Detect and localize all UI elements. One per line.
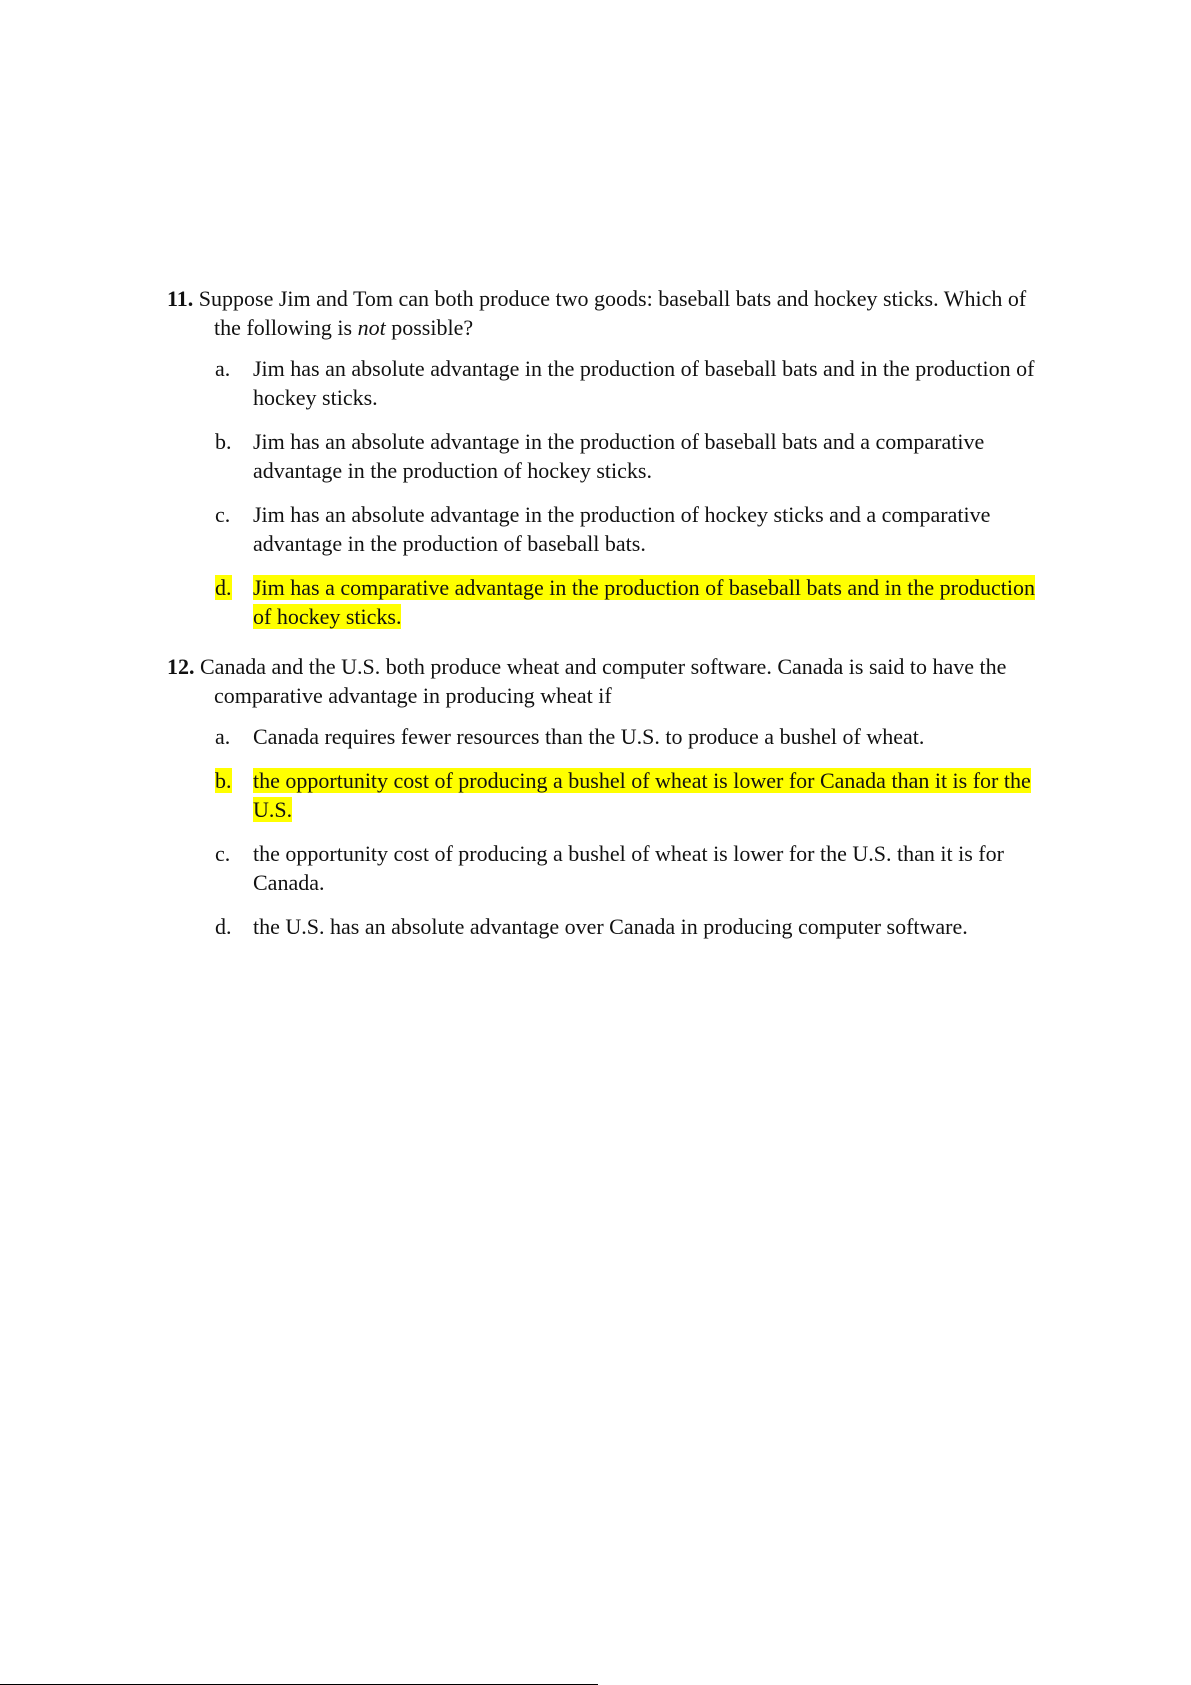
- option-text: Canada requires fewer resources than the U.S. to produce a bushel of wheat.: [253, 724, 925, 749]
- question-text-end: possible?: [391, 315, 474, 340]
- question-text: Canada and the U.S. both produce wheat and computer software. Canada is said to have the comparative advantage in producing wheat if: [200, 654, 1007, 708]
- option-letter: b.: [215, 429, 232, 454]
- answer-option-a: [167, 354, 1037, 412]
- option-letter: d.: [215, 914, 232, 939]
- question-stem: [167, 652, 1037, 710]
- option-letter: b.: [215, 768, 232, 793]
- answer-option-d: [167, 912, 1037, 941]
- question-number: 12.: [167, 654, 195, 679]
- option-letter: c.: [215, 841, 231, 866]
- answer-option-c: [167, 839, 1037, 897]
- question-number: 11.: [167, 286, 194, 311]
- answer-option-c: [167, 500, 1037, 558]
- option-text: the U.S. has an absolute advantage over Canada in producing computer software.: [253, 914, 968, 939]
- question-11: [167, 284, 1037, 646]
- question-12: [167, 652, 1037, 956]
- question-emphasis: not: [357, 315, 386, 340]
- option-letter: a.: [215, 356, 231, 381]
- answer-option-d-highlighted: [167, 573, 1037, 631]
- option-letter: d.: [215, 575, 232, 600]
- answer-options: [167, 354, 1037, 631]
- option-letter: c.: [215, 502, 231, 527]
- question-text: Suppose Jim and Tom can both produce two goods: baseball bats and hockey sticks. Which of the following is: [198, 286, 1027, 340]
- answer-option-b-highlighted: [167, 766, 1037, 824]
- option-text: Jim has an absolute advantage in the production of baseball bats and a comparative advantage in the production of hockey sticks.: [253, 429, 985, 483]
- answer-option-a: [167, 722, 1037, 751]
- option-text: the opportunity cost of producing a bushel of wheat is lower for Canada than it is for the U.S.: [253, 768, 1031, 822]
- option-text: Jim has an absolute advantage in the production of baseball bats and in the production of hockey sticks.: [253, 356, 1035, 410]
- option-letter: a.: [215, 724, 231, 749]
- option-text: the opportunity cost of producing a bushel of wheat is lower for the U.S. than it is for Canada.: [253, 841, 1004, 895]
- option-text: Jim has an absolute advantage in the production of hockey sticks and a comparative advantage in the production of baseball bats.: [253, 502, 991, 556]
- answer-options: [167, 722, 1037, 941]
- question-stem: [167, 284, 1037, 342]
- answer-option-b: [167, 427, 1037, 485]
- option-text: Jim has a comparative advantage in the production of baseball bats and in the production of hockey sticks.: [253, 575, 1035, 629]
